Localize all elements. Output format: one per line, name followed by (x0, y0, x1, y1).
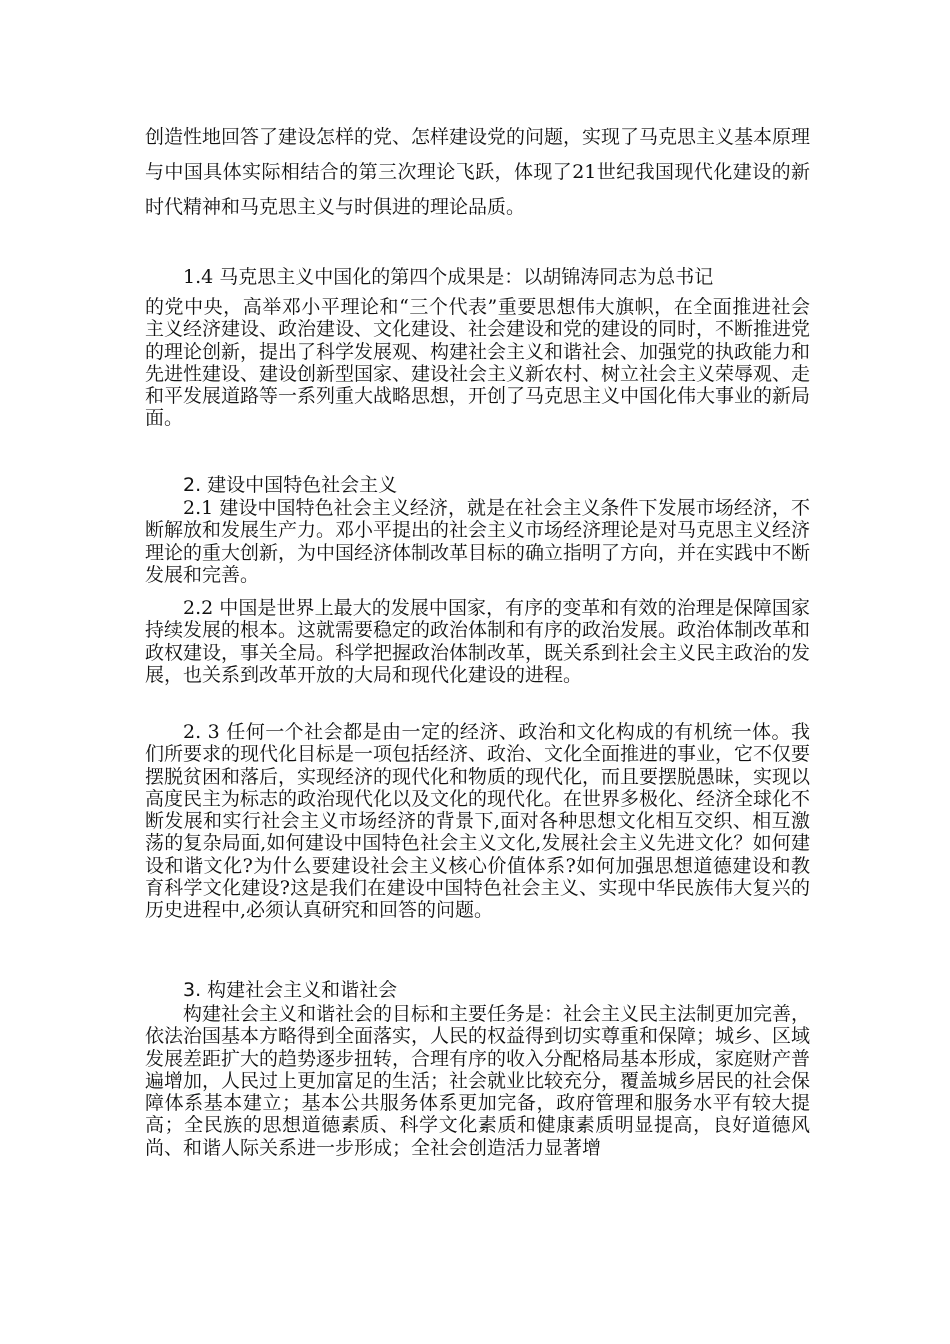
paragraph-2-1: 2.1 建设中国特色社会主义经济，就是在社会主义条件下发展市场经济，不断解放和发展生产力。邓小平提出的社会主义市场经济理论是对马克思主义经济理论的重大创新，为中国经济体制改革目标的确立指明了方向，并在实践中不断发展和完善。 (145, 497, 811, 586)
section-heading-3: 3. 构建社会主义和谐社会 (183, 979, 398, 1001)
section-heading-2: 2. 建设中国特色社会主义 (183, 474, 398, 496)
paragraph-1-4-lead: 1.4 马克思主义中国化的第四个成果是：以胡锦涛同志为总书记 (183, 266, 714, 288)
paragraph-continuation: 创造性地回答了建设怎样的党、怎样建设党的问题，实现了马克思主义基本原理与中国具体实际相结合的第三次理论飞跃，体现了21世纪我国现代化建设的新时代精神和马克思主义与时俱进的理论品质。 (145, 126, 811, 218)
paragraph-3-1: 构建社会主义和谐社会的目标和主要任务是：社会主义民主法制更加完善，依法治国基本方略得到全面落实，人民的权益得到切实尊重和保障；城乡、区域发展差距扩大的趋势逐步扭转，合理有序的收入分配格局基本形成，家庭财产普遍增加，人民过上更加富足的生活；社会就业比较充分，覆盖城乡居民的社会保障体系基本建立；基本公共服务体系更加完备，政府管理和服务水平有较大提高；全民族的思想道德素质、科学文化素质和健康素质明显提高，良好道德风尚、和谐人际关系进一步形成；全社会创造活力显著增 (145, 1003, 811, 1159)
paragraph-2-3: 2. 3 任何一个社会都是由一定的经济、政治和文化构成的有机统一体。我们所要求的现代化目标是一项包括经济、政治、文化全面推进的事业，它不仅要摆脱贫困和落后，实现经济的现代化和物质的现代化，而且要摆脱愚昧，实现以高度民主为标志的政治现代化以及文化的现代化。在世界多极化、经济全球化不断发展和实行社会主义市场经济的背景下,面对各种思想文化相互交织、相互激荡的复杂局面,如何建设中国特色社会主义文化,发展社会主义先进文化？如何建设和谐文化?为什么要建设社会主义核心价值体系?如何加强思想道德建设和教育科学文化建设?这是我们在建设中国特色社会主义、实现中华民族伟大复兴的历史进程中,必须认真研究和回答的问题。 (145, 721, 811, 922)
paragraph-1-4-body: 的党中央，高举邓小平理论和“三个代表”重要思想伟大旗帜，在全面推进社会主义经济建设、政治建设、文化建设、社会建设和党的建设的同时，不断推进党的理论创新，提出了科学发展观、构建社会主义和谐社会、加强党的执政能力和先进性建设、建设创新型国家、建设社会主义新农村、树立社会主义荣辱观、走和平发展道路等一系列重大战略思想，开创了马克思主义中国化伟大事业的新局面。 (145, 296, 811, 430)
paragraph-2-2: 2.2 中国是世界上最大的发展中国家，有序的变革和有效的治理是保障国家持续发展的根本。这就需要稳定的政治体制和有序的政治发展。政治体制改革和政权建设，事关全局。科学把握政治体制改革，既关系到社会主义民主政治的发展，也关系到改革开放的大局和现代化建设的进程。 (145, 597, 811, 686)
